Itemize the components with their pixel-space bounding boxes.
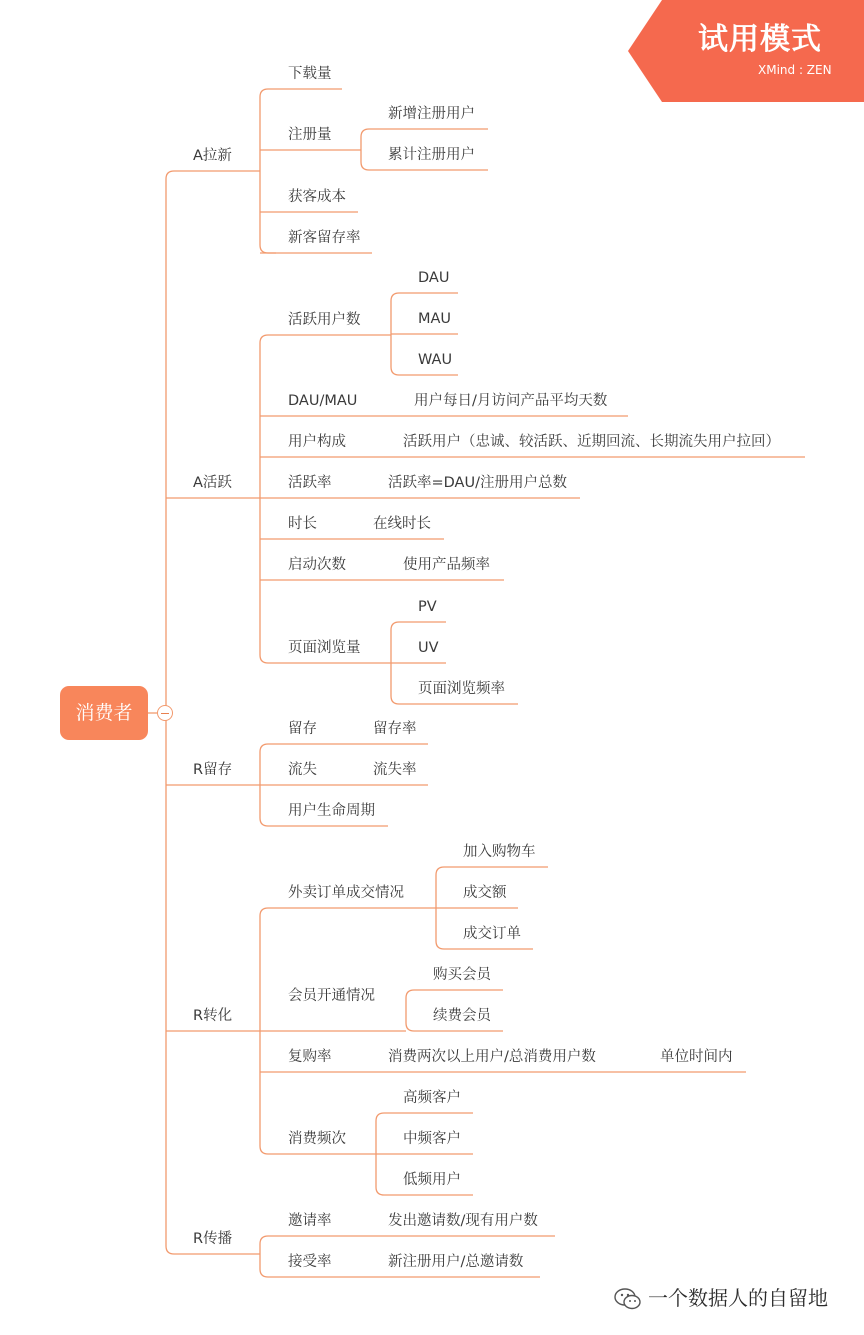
branch-revenue[interactable]: R转化 bbox=[193, 1008, 233, 1024]
topic-user-lifecycle[interactable]: 用户生命周期 bbox=[288, 803, 375, 819]
subtopic-high-frequency[interactable]: 高频客户 bbox=[403, 1090, 461, 1106]
collapse-toggle-icon[interactable] bbox=[157, 705, 173, 721]
topic-invite-rate[interactable]: 邀请率 bbox=[288, 1213, 332, 1229]
subtopic-dau[interactable]: DAU bbox=[418, 270, 450, 286]
branch-retention[interactable]: R留存 bbox=[193, 762, 233, 778]
branch-acquisition[interactable]: A拉新 bbox=[193, 148, 232, 164]
subtopic-pv[interactable]: PV bbox=[418, 599, 437, 615]
branch-referral[interactable]: R传播 bbox=[193, 1231, 233, 1247]
subtopic-completed-orders[interactable]: 成交订单 bbox=[463, 926, 521, 942]
topic-page-views[interactable]: 页面浏览量 bbox=[288, 640, 361, 656]
topic-user-composition[interactable]: 用户构成 bbox=[288, 434, 346, 450]
subtopic-invite-formula[interactable]: 发出邀请数/现有用户数 bbox=[388, 1213, 538, 1229]
trial-mode-title: 试用模式 bbox=[698, 22, 822, 57]
subtopic-renew-membership[interactable]: 续费会员 bbox=[433, 1008, 491, 1024]
topic-accept-rate[interactable]: 接受率 bbox=[288, 1254, 332, 1270]
subtopic-mid-frequency[interactable]: 中频客户 bbox=[403, 1131, 461, 1147]
subtopic-mau[interactable]: MAU bbox=[418, 311, 452, 327]
topic-downloads[interactable]: 下载量 bbox=[288, 66, 332, 82]
subtopic-active-rate-formula[interactable]: 活跃率=DAU/注册用户总数 bbox=[388, 475, 567, 491]
topic-acquisition-cost[interactable]: 获客成本 bbox=[288, 189, 346, 205]
subtopic-retention-rate[interactable]: 留存率 bbox=[373, 721, 417, 737]
xmind-brand: XMind : ZEN bbox=[758, 63, 832, 77]
subtopic-low-frequency[interactable]: 低频用户 bbox=[403, 1172, 461, 1188]
subtopic-add-to-cart[interactable]: 加入购物车 bbox=[463, 844, 536, 860]
subtopic-churn-rate[interactable]: 流失率 bbox=[373, 762, 417, 778]
topic-active-users[interactable]: 活跃用户数 bbox=[288, 312, 361, 328]
topic-duration[interactable]: 时长 bbox=[288, 516, 317, 532]
watermark-text: 一个数据人的自留地 bbox=[648, 1286, 828, 1310]
topic-churn[interactable]: 流失 bbox=[288, 762, 317, 778]
subtopic-active-user-types[interactable]: 活跃用户（忠诚、较活跃、近期回流、长期流失用户拉回） bbox=[403, 434, 780, 450]
branch-activation[interactable]: A活跃 bbox=[193, 475, 232, 491]
subtopic-new-registrations[interactable]: 新增注册用户 bbox=[388, 106, 475, 122]
subtopic-online-duration[interactable]: 在线时长 bbox=[373, 516, 431, 532]
root-node-label: 消费者 bbox=[75, 702, 133, 724]
subtopic-avg-visit-days[interactable]: 用户每日/月访问产品平均天数 bbox=[414, 393, 608, 409]
topic-new-user-retention[interactable]: 新客留存率 bbox=[288, 230, 361, 246]
subtopic-buy-membership[interactable]: 购买会员 bbox=[433, 967, 491, 983]
topic-dau-mau[interactable]: DAU/MAU bbox=[288, 393, 358, 409]
subtopic-page-view-frequency[interactable]: 页面浏览频率 bbox=[418, 681, 505, 697]
subtopic-gmv[interactable]: 成交额 bbox=[463, 885, 507, 901]
topic-launch-count[interactable]: 启动次数 bbox=[288, 557, 346, 573]
wechat-icon bbox=[614, 1287, 642, 1311]
subtopic-wau[interactable]: WAU bbox=[418, 352, 453, 368]
subtopic-uv[interactable]: UV bbox=[418, 640, 439, 656]
topic-active-rate[interactable]: 活跃率 bbox=[288, 475, 332, 491]
topic-repurchase-rate[interactable]: 复购率 bbox=[288, 1049, 332, 1065]
topic-retention[interactable]: 留存 bbox=[288, 721, 317, 737]
subtopic-repurchase-formula[interactable]: 消费两次以上用户/总消费用户数 bbox=[388, 1049, 596, 1065]
topic-registrations[interactable]: 注册量 bbox=[288, 127, 332, 143]
subtopic-per-unit-time[interactable]: 单位时间内 bbox=[660, 1049, 733, 1065]
topic-takeout-orders[interactable]: 外卖订单成交情况 bbox=[288, 885, 404, 901]
subtopic-total-registrations[interactable]: 累计注册用户 bbox=[388, 147, 475, 163]
topic-purchase-frequency[interactable]: 消费频次 bbox=[288, 1131, 346, 1147]
subtopic-usage-frequency[interactable]: 使用产品频率 bbox=[403, 557, 490, 573]
subtopic-accept-formula[interactable]: 新注册用户/总邀请数 bbox=[388, 1254, 524, 1270]
topic-membership[interactable]: 会员开通情况 bbox=[288, 988, 375, 1004]
